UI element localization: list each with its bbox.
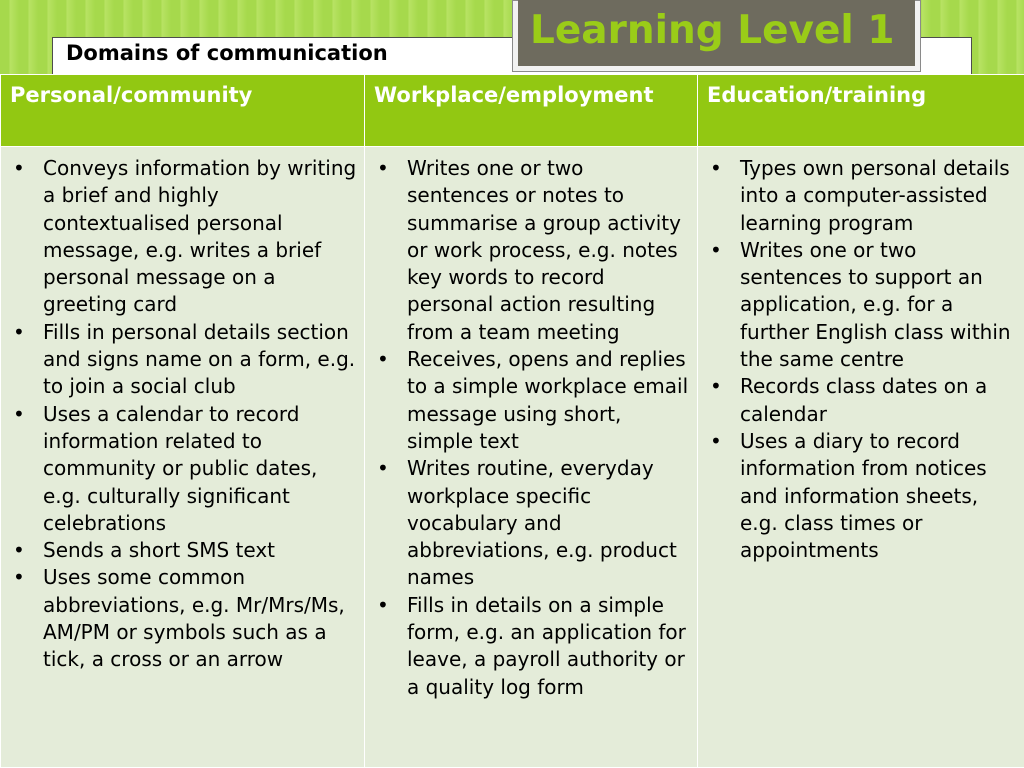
bullet-icon: • <box>377 347 389 372</box>
cell-education-training <box>698 147 1024 768</box>
list-item-text: Uses some common abbreviations, e.g. Mr/Mrs/Ms, AM/PM or symbols such as a tick, a cross or an arrow <box>43 565 345 672</box>
list-item <box>1 319 364 401</box>
list-item-text: Types own personal details into a computer-assisted learning program <box>740 156 1010 235</box>
bullet-icon: • <box>710 156 722 180</box>
list-item <box>1 155 364 319</box>
list-item <box>365 346 697 455</box>
table-header-row <box>1 75 1024 147</box>
bullet-icon: • <box>377 456 389 481</box>
list-item <box>698 237 1024 373</box>
list-item-text: Conveys information by writing a brief and highly contextualised personal message, e.g. writes a brief personal message on a greeting card <box>43 156 357 317</box>
cell-personal-community <box>1 147 365 768</box>
bullet-icon: • <box>13 401 25 426</box>
list-item <box>1 401 364 537</box>
bullet-icon: • <box>13 565 25 590</box>
list-item-text: Writes one or two sentences or notes to summarise a group activity or work process, e.g. notes key words to record personal action resulting from a team meeting <box>407 156 681 344</box>
slide-title: Learning Level 1 <box>530 8 895 53</box>
list-item-text: Writes routine, everyday workplace specific vocabulary and abbreviations, e.g. product names <box>407 456 677 590</box>
header-education-training: Education/training <box>698 75 1024 147</box>
list-item <box>698 373 1024 428</box>
list-item-text: Records class dates on a calendar <box>740 374 988 426</box>
list-item <box>365 592 697 701</box>
list-item <box>1 537 364 564</box>
list-item <box>698 428 1024 564</box>
bullet-icon: • <box>13 538 25 563</box>
list-item-text: Uses a diary to record information from notices and information sheets, e.g. class times or appointments <box>740 428 987 563</box>
bullet-icon: • <box>13 156 25 180</box>
header-personal-community: Personal/community <box>1 75 365 147</box>
bullet-icon: • <box>710 428 722 453</box>
bullet-icon: • <box>13 319 25 344</box>
bullet-list <box>365 155 697 701</box>
list-item-text: Receives, opens and replies to a simple workplace email message using short, simple text <box>407 347 689 453</box>
list-item-text: Fills in personal details section and signs name on a form, e.g. to join a social club <box>43 319 356 399</box>
list-item <box>698 155 1024 237</box>
list-item-text: Sends a short SMS text <box>43 538 275 563</box>
bullet-icon: • <box>710 374 722 399</box>
table-body-row <box>1 147 1024 768</box>
header-workplace-employment: Workplace/employment <box>365 75 698 147</box>
bullet-icon: • <box>377 156 389 180</box>
slide-subtitle: Domains of communication <box>66 41 388 65</box>
list-item-text: Fills in details on a simple form, e.g. an application for leave, a payroll authority or a quality log form <box>407 592 686 699</box>
list-item <box>365 155 697 346</box>
bullet-list <box>1 155 364 674</box>
domains-table <box>0 74 1024 768</box>
list-item <box>365 455 697 591</box>
list-item <box>1 564 364 673</box>
list-item-text: Uses a calendar to record information related to community or public dates, e.g. culturally significant celebrations <box>43 401 318 535</box>
list-item-text: Writes one or two sentences to support an application, e.g. for a further English class within the same centre <box>740 237 1011 372</box>
bullet-icon: • <box>710 237 722 262</box>
bullet-icon: • <box>377 592 389 617</box>
bullet-list <box>698 155 1024 564</box>
cell-workplace-employment <box>365 147 698 768</box>
